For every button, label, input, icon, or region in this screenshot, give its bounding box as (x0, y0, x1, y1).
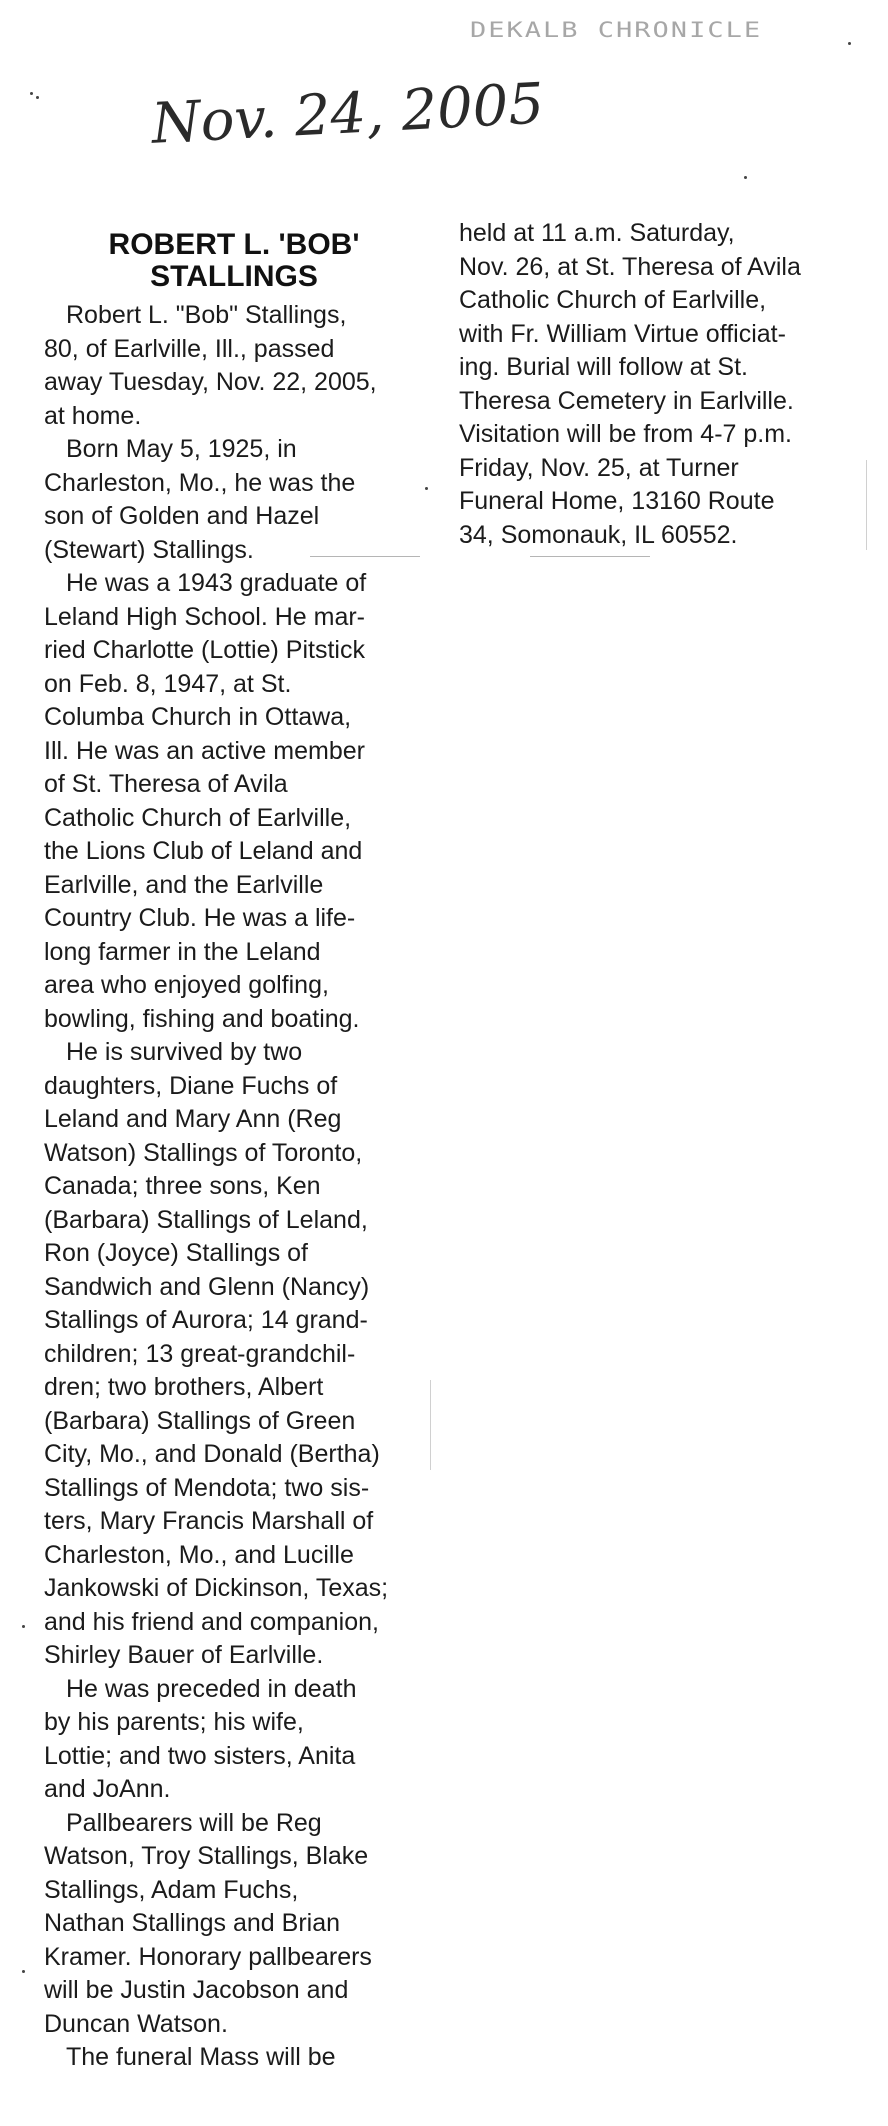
scan-speck (744, 176, 747, 179)
text-line: Robert L. "Bob" Stallings, (66, 301, 347, 329)
text-line: by his parents; his wife, (44, 1708, 304, 1736)
text-line: Canada; three sons, Ken (44, 1172, 321, 1200)
text-line: Stallings of Aurora; 14 grand- (44, 1306, 368, 1334)
scan-speck (22, 1970, 25, 1973)
text-line: Earlville, and the Earlville (44, 870, 324, 899)
text-line: Ron (Joyce) Stallings of (44, 1239, 309, 1267)
text-line: Sandwich and Glenn (Nancy) (44, 1272, 370, 1301)
text-line: Charleston, Mo., and Lucille (44, 1540, 354, 1569)
scan-speck (30, 92, 33, 95)
text-line: and JoAnn. (44, 1775, 171, 1803)
text-line: away Tuesday, Nov. 22, 2005, (44, 368, 377, 396)
obituary-headline (44, 229, 424, 293)
obituary-left-column (44, 218, 424, 2075)
scan-rule (310, 556, 420, 557)
text-line: Ill. He was an active member (44, 736, 365, 765)
text-line: Funeral Home, 13160 Route (459, 487, 775, 515)
text-line: Born May 5, 1925, in (66, 435, 297, 463)
text-line: Friday, Nov. 25, at Turner (459, 453, 739, 482)
text-line: Leland and Mary Ann (Reg (44, 1105, 342, 1133)
text-line: Pallbearers will be Reg (66, 1808, 322, 1837)
obituary-right-column (459, 217, 879, 552)
text-line: Country Club. He was a life- (44, 904, 356, 932)
text-line: at home. (44, 401, 142, 430)
text-line: Stallings, Adam Fuchs, (44, 1875, 299, 1904)
left-column-text (44, 299, 424, 2075)
text-line: Theresa Cemetery in Earlville. (459, 386, 794, 415)
text-line: Leland High School. He mar- (44, 602, 365, 631)
text-line: son of Golden and Hazel (44, 502, 320, 530)
text-line: ters, Mary Francis Marshall of (44, 1507, 374, 1535)
text-line: bowling, fishing and boating. (44, 1004, 360, 1033)
text-line: Nathan Stallings and Brian (44, 1909, 341, 1937)
text-line: Charleston, Mo., he was the (44, 468, 356, 497)
text-line: (Stewart) Stallings. (44, 535, 254, 564)
text-line: with Fr. William Virtue officiat- (459, 319, 786, 348)
scan-speck (425, 487, 428, 490)
text-line: Stallings of Mendota; two sis- (44, 1473, 370, 1502)
text-line: He was preceded in death (66, 1674, 357, 1703)
text-line: Jankowski of Dickinson, Texas; (44, 1574, 389, 1602)
text-line: of St. Theresa of Avila (44, 770, 288, 798)
scan-speck (22, 1625, 25, 1628)
text-line: Lottie; and two sisters, Anita (44, 1741, 356, 1770)
text-line: (Barbara) Stallings of Leland, (44, 1205, 368, 1234)
text-line: The funeral Mass will be (66, 2043, 336, 2071)
text-line: Duncan Watson. (44, 2009, 228, 2038)
newspaper-masthead: DEKALB CHRONICLE (470, 18, 763, 43)
text-line: the Lions Club of Leland and (44, 837, 363, 865)
text-line: area who enjoyed golfing, (44, 971, 329, 999)
text-line: (Barbara) Stallings of Green (44, 1406, 356, 1435)
text-line: He was a 1943 graduate of (66, 569, 367, 597)
scan-rule (530, 556, 650, 557)
text-line: 34, Somonauk, IL 60552. (459, 520, 738, 549)
headline-line-2: STALLINGS (150, 260, 318, 293)
scan-column-edge (430, 1380, 431, 1470)
text-line: long farmer in the Leland (44, 937, 321, 966)
text-line: Watson) Stallings of Toronto, (44, 1138, 363, 1167)
text-line: Catholic Church of Earlville, (459, 286, 767, 314)
text-line: 80, of Earlville, Ill., passed (44, 334, 335, 363)
text-line: ing. Burial will follow at St. (459, 353, 749, 381)
scan-speck (848, 42, 851, 45)
handwritten-date: Nov. 24, 2005 (150, 71, 546, 157)
text-line: Nov. 26, at St. Theresa of Avila (459, 252, 801, 281)
scan-column-edge (866, 460, 867, 550)
text-line: Catholic Church of Earlville, (44, 803, 352, 832)
text-line: City, Mo., and Donald (Bertha) (44, 1440, 380, 1468)
right-column-text (459, 217, 879, 552)
text-line: children; 13 great-grandchil- (44, 1339, 356, 1368)
text-line: Columba Church in Ottawa, (44, 703, 352, 731)
text-line: Shirley Bauer of Earlville. (44, 1641, 324, 1669)
text-line: held at 11 a.m. Saturday, (459, 219, 735, 247)
text-line: dren; two brothers, Albert (44, 1373, 324, 1401)
text-line: on Feb. 8, 1947, at St. (44, 669, 292, 698)
text-line: daughters, Diane Fuchs of (44, 1071, 338, 1100)
text-line: He is survived by two (66, 1038, 303, 1066)
text-line: Watson, Troy Stallings, Blake (44, 1842, 369, 1870)
headline-line-1: ROBERT L. 'BOB' (108, 228, 360, 261)
text-line: and his friend and companion, (44, 1607, 379, 1636)
text-line: Kramer. Honorary pallbearers (44, 1942, 372, 1971)
text-line: ried Charlotte (Lottie) Pitstick (44, 636, 365, 664)
text-line: Visitation will be from 4-7 p.m. (459, 420, 792, 448)
text-line: will be Justin Jacobson and (44, 1976, 349, 2004)
scan-speck (36, 96, 39, 99)
